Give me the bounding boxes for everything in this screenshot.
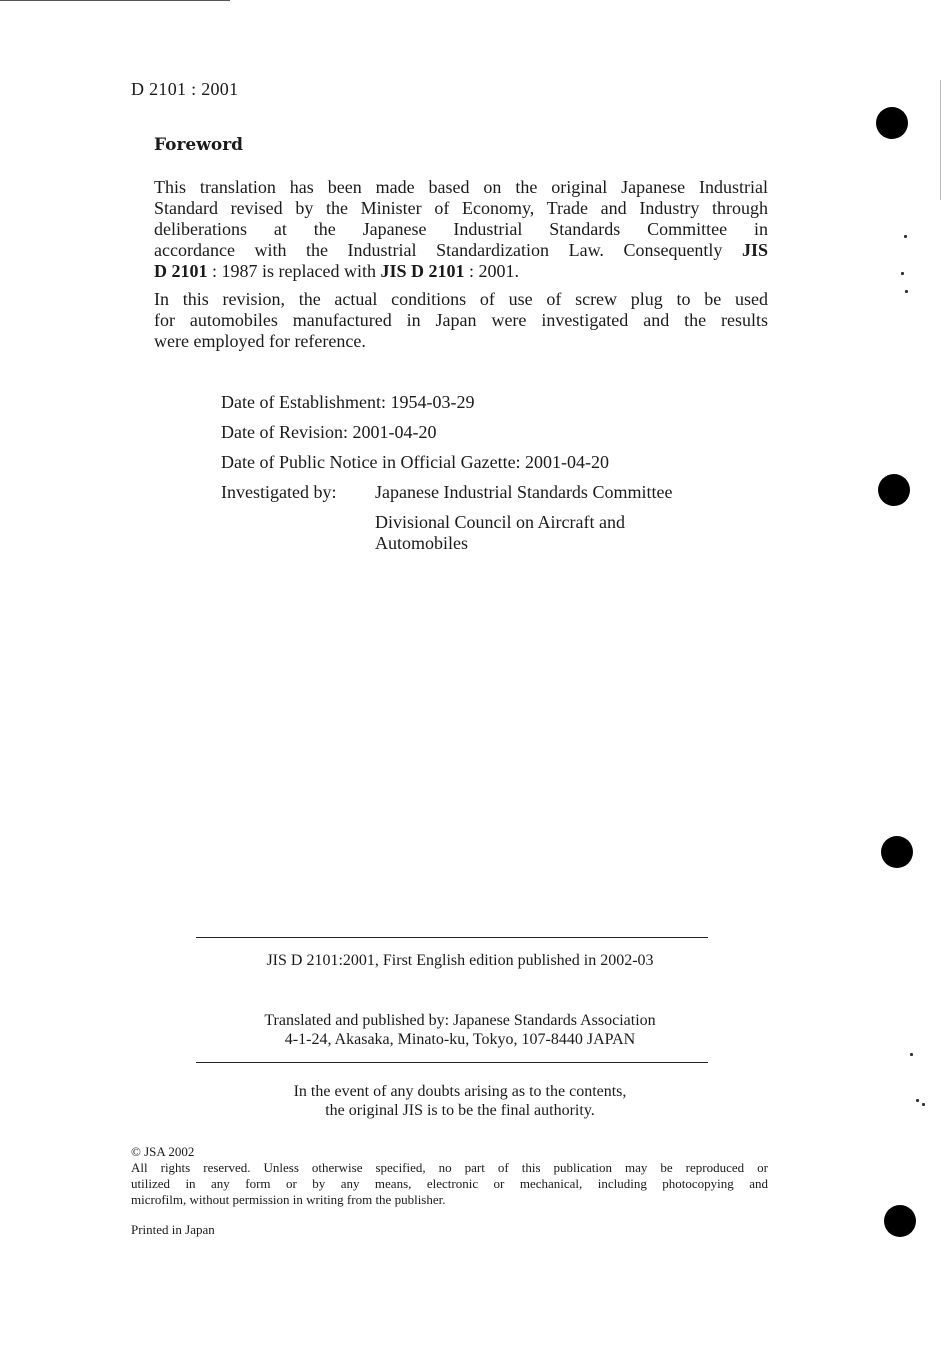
investigated-by [221, 482, 781, 562]
council-line-1: Divisional Council on Aircraft and [375, 512, 625, 532]
paragraph-line: were employed for reference. [154, 331, 366, 351]
scan-speck [904, 235, 907, 238]
paragraph-line: deliberations at the Japanese Industrial Standards Committee in [154, 219, 768, 239]
scan-edge-top [0, 0, 230, 1]
paragraph-text: : 1987 is replaced with [207, 261, 381, 281]
punch-hole-4 [884, 1205, 916, 1237]
investigated-label: Investigated by: [221, 482, 337, 502]
standard-reference: JIS [741, 240, 768, 260]
punch-hole-3 [881, 836, 913, 868]
document-code: D 2101 : 2001 [131, 79, 239, 99]
paragraph-line: In this revision, the actual conditions of use of screw plug to be used [154, 289, 768, 309]
scan-speck [916, 1099, 919, 1102]
council-line-2: Automobiles [375, 533, 468, 553]
paragraph-text: accordance with the Industrial Standardization Law. Consequently [154, 240, 742, 260]
scan-speck [910, 1053, 913, 1056]
standard-reference: D 2101 [154, 261, 208, 281]
printed-in: Printed in Japan [131, 1222, 215, 1237]
paragraph-line: Standard revised by the Minister of Economy, Trade and Industry through [154, 198, 768, 218]
paragraph-text: : 2001. [464, 261, 519, 281]
copyright-notice: © JSA 2002 [131, 1144, 195, 1159]
paragraph-line [154, 261, 768, 282]
authority-line-2: the original JIS is to be the final authority. [325, 1102, 595, 1119]
publisher-address: 4-1-24, Akasaka, Minato-ku, Tokyo, 107-8440 JAPAN [284, 1031, 636, 1048]
edition-line: JIS D 2101:2001, First English edition published in 2002-03 [266, 952, 654, 969]
rights-line-3: microfilm, without permission in writing from the publisher. [131, 1192, 446, 1207]
rights-line-1: All rights reserved. Unless otherwise specified, no part of this publication may be reproduced or [131, 1160, 768, 1175]
scan-speck [922, 1103, 925, 1106]
scan-speck [905, 290, 908, 293]
authority-line-1: In the event of any doubts arising as to the contents, [293, 1083, 627, 1100]
divider-bottom [196, 1062, 708, 1063]
standard-reference: JIS D 2101 [380, 261, 465, 281]
divider-top [196, 937, 708, 938]
foreword-paragraph-2 [154, 289, 768, 352]
publisher-line-1: Translated and published by: Japanese Standards Association [264, 1012, 656, 1029]
rights-line-2: utilized in any form or by any means, electronic or mechanical, including photocopying and [131, 1176, 768, 1191]
scan-edge-right [940, 80, 941, 200]
investigated-committee: Japanese Industrial Standards Committee [375, 482, 673, 502]
foreword-heading: Foreword [154, 135, 244, 155]
punch-hole-2 [878, 474, 910, 506]
foreword-paragraph-1 [154, 177, 768, 282]
punch-hole-1 [876, 107, 908, 139]
date-of-public-notice: Date of Public Notice in Official Gazette: 2001-04-20 [221, 452, 610, 472]
date-of-establishment: Date of Establishment: 1954-03-29 [221, 392, 475, 412]
paragraph-line: This translation has been made based on the original Japanese Industrial [154, 177, 768, 197]
scan-speck [901, 272, 904, 275]
date-of-revision: Date of Revision: 2001-04-20 [221, 422, 437, 442]
paragraph-line [154, 240, 768, 261]
paragraph-line: for automobiles manufactured in Japan were investigated and the results [154, 310, 768, 330]
